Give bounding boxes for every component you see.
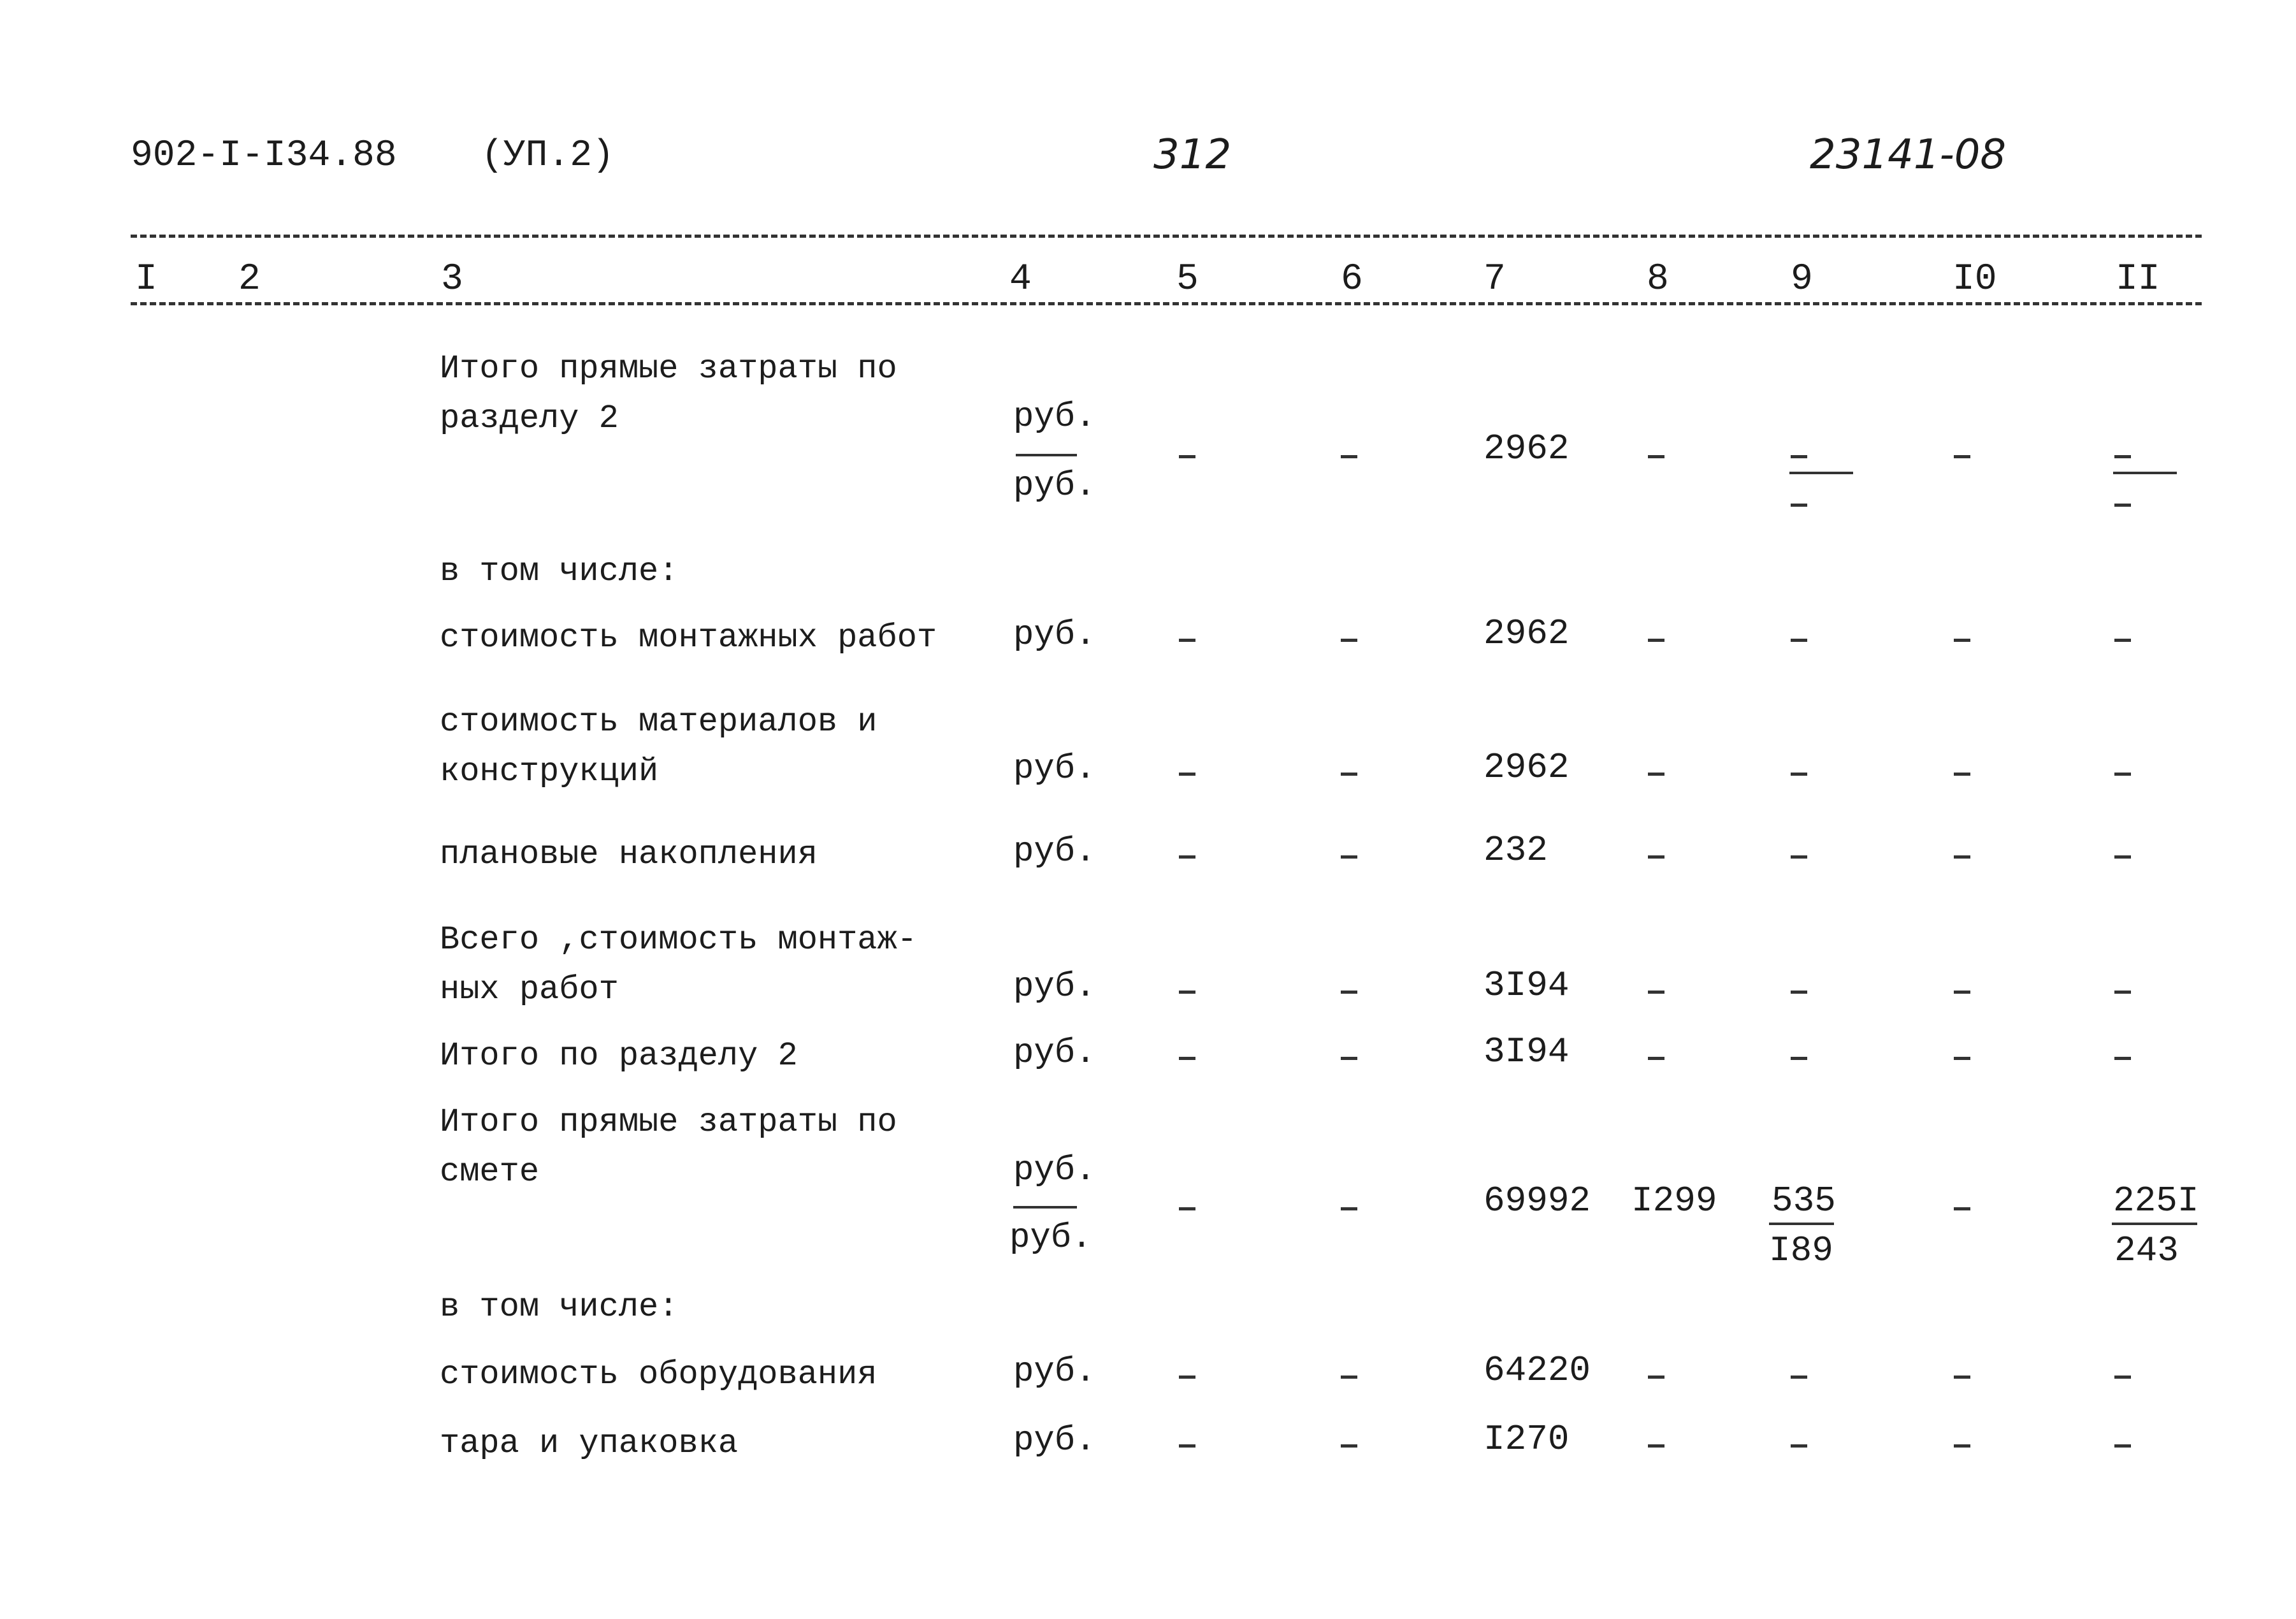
fraction-line [2112, 1223, 2197, 1225]
dash-cell [1954, 991, 1970, 994]
column-number: 2 [238, 259, 261, 300]
dash-cell [1791, 991, 1807, 994]
cost-value: 3I94 [1484, 1031, 1570, 1072]
dash-cell [2114, 855, 2131, 859]
dash-cell [1954, 1207, 1970, 1210]
dash-cell [1179, 855, 1195, 859]
dash-cell [1179, 455, 1195, 458]
dash-cell [1954, 1057, 1970, 1060]
row-label: конструкций [440, 753, 659, 790]
cost-value: 69992 [1484, 1180, 1591, 1221]
dash-cell [1954, 773, 1970, 776]
dash-cell [1648, 1444, 1664, 1448]
column-number: I [135, 259, 157, 300]
row-label: плановые накопления [440, 836, 818, 873]
dash-cell [2114, 455, 2131, 458]
dash-cell [2114, 1376, 2131, 1379]
dash-cell [1648, 1057, 1664, 1060]
dash-cell [1179, 1057, 1195, 1060]
row-label: стоимость материалов и [440, 703, 877, 741]
row-label: Всего ,стоимость монтаж- [440, 921, 917, 959]
column-number: II [2116, 259, 2160, 300]
dash-cell [1341, 1444, 1357, 1448]
row-label: Итого прямые затраты по [440, 350, 897, 388]
row-label: Итого прямые затраты по [440, 1103, 897, 1141]
dash-cell [1179, 1444, 1195, 1448]
unit-denominator: руб. [1009, 1219, 1092, 1258]
dash-cell [1179, 639, 1195, 642]
dash-cell [1179, 773, 1195, 776]
dash-cell [1954, 455, 1970, 458]
dash-cell [1791, 455, 1807, 458]
dash-cell [1341, 1376, 1357, 1379]
dash-cell [2114, 773, 2131, 776]
row-label: тара и упаковка [440, 1425, 739, 1462]
dash-cell [1648, 1376, 1664, 1379]
row-label: разделу 2 [440, 400, 619, 437]
column-number: I0 [1953, 259, 1997, 300]
dash-cell [1648, 855, 1664, 859]
dash-cell [1791, 773, 1807, 776]
dash-cell [1954, 1444, 1970, 1448]
column-number: 8 [1647, 259, 1669, 300]
cost-value: 232 [1484, 830, 1548, 871]
album-number: (УП.2) [481, 135, 614, 177]
column-number: 7 [1484, 259, 1506, 300]
dash-cell [1791, 639, 1807, 642]
fraction-denominator: 243 [2114, 1230, 2179, 1271]
unit: руб. [1013, 1034, 1096, 1073]
row-label: ных работ [440, 971, 619, 1008]
unit: руб. [1013, 1421, 1096, 1460]
dash-cell [2114, 991, 2131, 994]
dash-cell [1954, 1376, 1970, 1379]
dash-cell [2114, 504, 2131, 507]
fraction-line [1016, 454, 1077, 456]
dash-cell [1648, 639, 1664, 642]
fraction-line [1789, 472, 1853, 474]
unit: руб. [1013, 1353, 1096, 1391]
dash-cell [1648, 991, 1664, 994]
row-label: смете [440, 1153, 540, 1191]
unit-denominator: руб. [1013, 467, 1096, 505]
dash-cell [1341, 1057, 1357, 1060]
fraction-line [1013, 1206, 1077, 1209]
subheading: в том числе: [440, 1288, 679, 1326]
fraction-numerator: 225I [2113, 1180, 2199, 1221]
subheading: в том числе: [440, 553, 679, 590]
top-dashed-rule [131, 235, 2202, 238]
columns-dashed-rule [131, 302, 2202, 305]
dash-cell [1954, 855, 1970, 859]
column-number: 5 [1176, 259, 1199, 300]
cost-value: I270 [1484, 1419, 1570, 1460]
dash-cell [1648, 773, 1664, 776]
unit: руб. [1013, 616, 1096, 655]
unit-numerator: руб. [1013, 1151, 1096, 1190]
dash-cell [1341, 639, 1357, 642]
dash-cell [1341, 991, 1357, 994]
dash-cell [2114, 1057, 2131, 1060]
dash-cell [1341, 855, 1357, 859]
dash-cell [1791, 504, 1807, 507]
dash-cell [1791, 1057, 1807, 1060]
row-label: стоимость оборудования [440, 1356, 877, 1393]
fraction-denominator: I89 [1769, 1230, 1833, 1271]
doc-code: 902-I-I34.88 [131, 135, 397, 177]
fraction-line [1769, 1223, 1834, 1225]
unit: руб. [1013, 750, 1096, 788]
dash-cell [1341, 773, 1357, 776]
doc-number: 23141-08 [1810, 131, 2007, 178]
row-label: Итого по разделу 2 [440, 1037, 798, 1075]
dash-cell [1341, 455, 1357, 458]
dash-cell [1791, 1444, 1807, 1448]
dash-cell [1954, 639, 1970, 642]
column-number: 9 [1791, 259, 1813, 300]
cost-value: 2962 [1484, 747, 1570, 788]
cost-value: 2962 [1484, 428, 1570, 469]
dash-cell [1791, 855, 1807, 859]
cost-value: 2962 [1484, 613, 1570, 654]
cost-value: 3I94 [1484, 965, 1570, 1006]
column-number: 6 [1341, 259, 1363, 300]
fraction-numerator: 535 [1772, 1180, 1836, 1221]
column-number: 4 [1009, 259, 1032, 300]
cost-value: 64220 [1484, 1350, 1591, 1391]
dash-cell [1648, 455, 1664, 458]
row-label: стоимость монтажных работ [440, 619, 937, 657]
dash-cell [1179, 991, 1195, 994]
dash-cell [2114, 639, 2131, 642]
column-number: 3 [441, 259, 463, 300]
unit: руб. [1013, 832, 1096, 871]
fraction-line [2113, 472, 2177, 474]
dash-cell [2114, 1444, 2131, 1448]
dash-cell [1341, 1207, 1357, 1210]
dash-cell [1179, 1376, 1195, 1379]
page-number: 312 [1153, 131, 1232, 178]
dash-cell [1179, 1207, 1195, 1210]
unit-numerator: руб. [1013, 398, 1096, 437]
dash-cell [1791, 1376, 1807, 1379]
cost-value: I299 [1631, 1180, 1717, 1221]
unit: руб. [1013, 968, 1096, 1006]
